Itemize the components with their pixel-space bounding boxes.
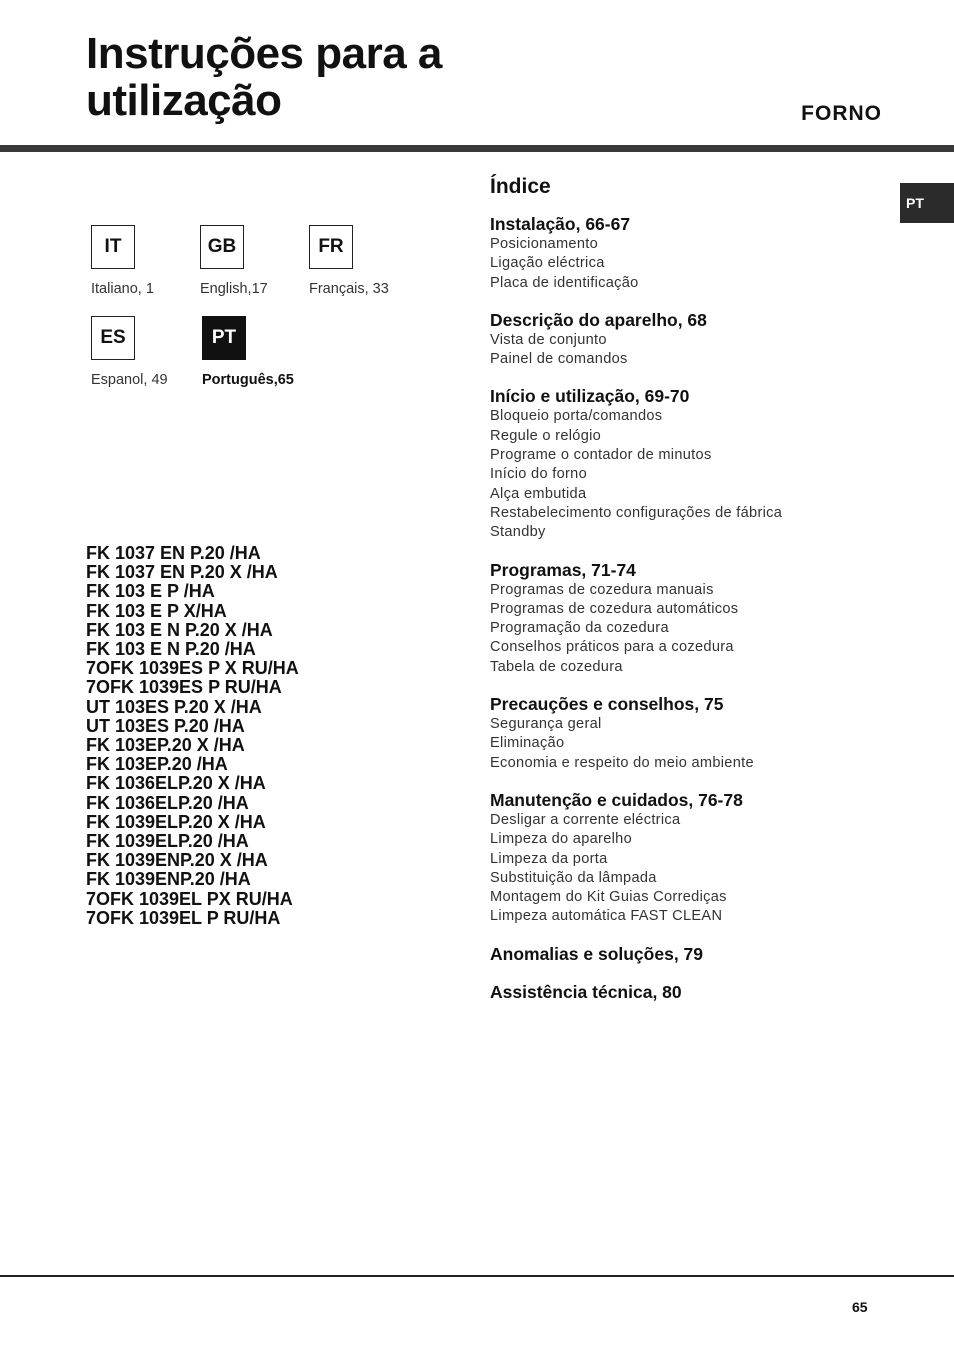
model-item: UT 103ES P.20 /HA [86, 715, 245, 736]
toc-item[interactable]: Programas de cozedura manuais [490, 581, 714, 598]
toc-item[interactable]: Restabelecimento configurações de fábrica [490, 504, 783, 521]
language-label: English,17 [200, 281, 268, 297]
toc-item[interactable]: Bloqueio porta/comandos [490, 408, 663, 425]
model-item: FK 103 E P X/HA [86, 600, 227, 621]
header-divider [0, 145, 954, 152]
language-label: Italiano, 1 [91, 281, 154, 297]
language-code-box[interactable]: ES [91, 316, 135, 360]
toc-item[interactable]: Tabela de cozedura [490, 658, 623, 675]
language-label: Espanol, 49 [91, 372, 168, 388]
toc-item[interactable]: Regule o relógio [490, 427, 602, 444]
model-item: FK 1039ENP.20 X /HA [86, 850, 268, 871]
title-line-2: utilização [86, 76, 282, 125]
toc-section-start-use [490, 385, 890, 542]
toc-item[interactable]: Economia e respeito do meio ambiente [490, 754, 754, 771]
toc-section-assistance [490, 981, 890, 1003]
model-item: UT 103ES P.20 X /HA [86, 696, 262, 717]
toc-item[interactable]: Segurança geral [490, 716, 602, 733]
model-item: FK 103 E N P.20 /HA [86, 639, 256, 660]
toc-section-installation [490, 213, 890, 293]
toc-section-maintenance [490, 789, 890, 927]
toc-item[interactable]: Ligação eléctrica [490, 255, 605, 272]
toc-heading[interactable]: Instalação, 66-67 [490, 214, 631, 234]
language-option-fr[interactable] [309, 225, 439, 297]
language-side-tab[interactable]: PT [900, 183, 954, 223]
toc-item[interactable]: Limpeza automática FAST CLEAN [490, 908, 723, 925]
title-line-1: Instruções para a [86, 29, 442, 78]
toc-heading[interactable]: Manutenção e cuidados, 76-78 [490, 789, 743, 810]
model-item: FK 103EP.20 X /HA [86, 735, 245, 756]
model-item: 7OFK 1039ES P X RU/HA [86, 658, 299, 679]
model-item: FK 1039ELP.20 /HA [86, 831, 249, 852]
language-option-pt[interactable] [202, 316, 332, 388]
toc-item[interactable]: Painel de comandos [490, 351, 628, 368]
toc-item[interactable]: Substituição da lâmpada [490, 869, 657, 886]
footer-divider [0, 1275, 954, 1277]
toc-section-programs [490, 559, 890, 677]
toc-item[interactable]: Programas de cozedura automáticos [490, 600, 739, 617]
language-code-box[interactable]: IT [91, 225, 135, 269]
toc-item[interactable]: Placa de identificação [490, 274, 639, 291]
model-item: 7OFK 1039ES P RU/HA [86, 677, 282, 698]
toc-item[interactable]: Programe o contador de minutos [490, 447, 712, 464]
model-list [86, 544, 299, 928]
toc-section-precautions [490, 693, 890, 773]
toc-section-description [490, 309, 890, 370]
toc-heading[interactable]: Início e utilização, 69-70 [490, 386, 690, 407]
model-item: FK 1039ELP.20 X /HA [86, 811, 266, 832]
model-item: FK 1039ENP.20 /HA [86, 869, 251, 890]
toc-item[interactable]: Início do forno [490, 466, 587, 483]
language-label: Français, 33 [309, 281, 389, 297]
toc-item[interactable]: Eliminação [490, 735, 565, 752]
page-title [86, 30, 442, 124]
toc-item[interactable]: Alça embutida [490, 485, 587, 502]
language-code-box[interactable]: GB [200, 225, 244, 269]
language-code-box-active[interactable]: PT [202, 316, 246, 360]
model-item: FK 1037 EN P.20 X /HA [86, 562, 278, 583]
toc-heading[interactable]: Precauções e conselhos, 75 [490, 694, 724, 715]
toc-item[interactable]: Posicionamento [490, 236, 599, 252]
toc-item[interactable]: Programação da cozedura [490, 620, 669, 637]
model-item: 7OFK 1039EL P RU/HA [86, 907, 281, 928]
model-item: FK 103 E N P.20 X /HA [86, 619, 273, 640]
toc-heading[interactable]: Descrição do aparelho, 68 [490, 309, 707, 330]
model-item: FK 1037 EN P.20 /HA [86, 543, 261, 563]
model-item: FK 103EP.20 /HA [86, 754, 228, 775]
language-label-active: Português,65 [202, 372, 294, 388]
toc-title: Índice [490, 175, 551, 198]
toc-item[interactable]: Standby [490, 524, 546, 541]
model-item: FK 1036ELP.20 /HA [86, 792, 249, 813]
toc-item[interactable]: Vista de conjunto [490, 331, 607, 348]
table-of-contents [490, 175, 890, 1019]
toc-section-troubleshooting [490, 943, 890, 965]
toc-item[interactable]: Conselhos práticos para a cozedura [490, 639, 734, 656]
toc-item[interactable]: Montagem do Kit Guias Corrediças [490, 889, 727, 906]
model-item: 7OFK 1039EL PX RU/HA [86, 888, 293, 909]
toc-heading[interactable]: Assistência técnica, 80 [490, 981, 682, 1002]
model-item: FK 1036ELP.20 X /HA [86, 773, 266, 794]
toc-item[interactable]: Limpeza do aparelho [490, 831, 633, 848]
toc-item[interactable]: Limpeza da porta [490, 850, 608, 867]
page-number: 65 [852, 1299, 868, 1315]
model-item: FK 103 E P /HA [86, 581, 215, 602]
toc-heading[interactable]: Programas, 71-74 [490, 559, 636, 580]
product-name: FORNO [801, 102, 882, 125]
toc-item[interactable]: Desligar a corrente eléctrica [490, 811, 681, 828]
toc-heading[interactable]: Anomalias e soluções, 79 [490, 943, 704, 964]
language-code-box[interactable]: FR [309, 225, 353, 269]
